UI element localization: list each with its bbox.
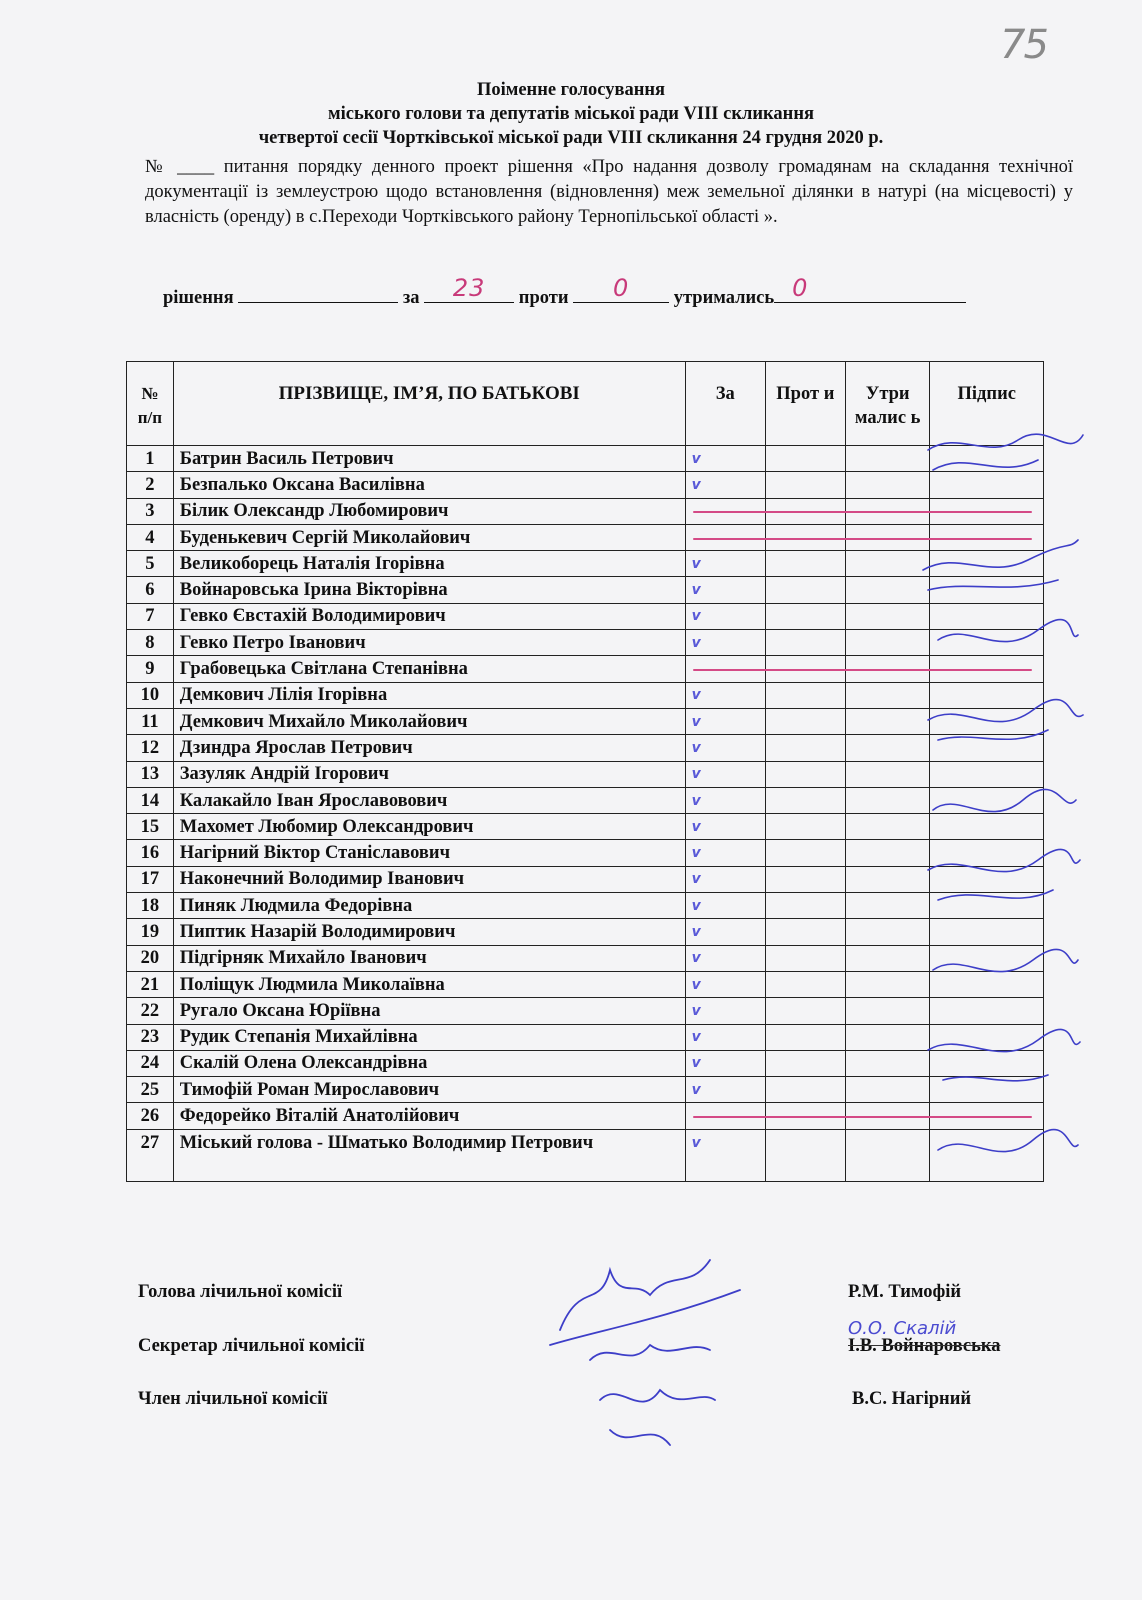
signature-cell [930,919,1044,945]
vote-abstain-cell [845,840,930,866]
page-number-handwritten: 75 [1000,22,1047,68]
signature-cell [930,682,1044,708]
row-number: 21 [127,971,174,997]
vote-abstain-cell [845,735,930,761]
vote-abstain-cell [845,472,930,498]
absent-strike-line [693,511,1031,513]
vote-for-mark: v [685,893,765,919]
deputy-name: Ругало Оксана Юріївна [173,998,685,1024]
abstain-label: утримались [673,288,775,308]
deputy-name: Міський голова - Шматько Володимир Петрович [173,1129,685,1181]
deputy-name: Наконечний Володимир Іванович [173,866,685,892]
vote-for-mark: v [685,971,765,997]
table-row [127,945,1044,971]
deputy-name: Грабовецька Світлана Степанівна [173,656,685,682]
signature-cell [930,840,1044,866]
vote-for-mark: v [685,1050,765,1076]
deputy-name: Зазуляк Андрій Ігорович [173,761,685,787]
header-signature: Підпис [930,362,1044,446]
vote-abstain-cell [845,787,930,813]
vote-against-cell [765,761,845,787]
vote-abstain-cell [845,971,930,997]
vote-abstain-cell [845,814,930,840]
deputy-name: Білик Олександр Любомирович [173,498,685,524]
vote-for-mark: v [685,682,765,708]
against-label: проти [518,288,569,308]
signature-cell [930,577,1044,603]
signature-cell [930,735,1044,761]
signature-cell [930,1024,1044,1050]
table-row [127,814,1044,840]
row-number: 13 [127,761,174,787]
deputy-name: Рудик Степанія Михайлівна [173,1024,685,1050]
deputy-name: Великоборець Наталія Ігорівна [173,551,685,577]
deputy-name: Демкович Михайло Миколайович [173,708,685,734]
vote-for-mark: v [685,998,765,1024]
chair-role: Голова лічильної комісії [138,1282,343,1302]
header-against: Прот и [765,362,845,446]
vote-against-cell [765,551,845,577]
member-signature-scribble [600,1390,715,1445]
commission-signatures [540,1250,780,1490]
deputy-name: Батрин Василь Петрович [173,446,685,472]
vote-for-mark: v [685,630,765,656]
secretary-signature-scribble [590,1345,710,1360]
table-header-row [127,362,1044,446]
vote-abstain-cell [845,551,930,577]
signature-cell [930,472,1044,498]
vote-for-mark: v [685,472,765,498]
deputy-name: Скалій Олена Олександрівна [173,1050,685,1076]
deputy-name: Буденькевич Сергій Миколайович [173,524,685,550]
row-number: 18 [127,893,174,919]
deputy-name: Підгірняк Михайло Іванович [173,945,685,971]
vote-for-mark: v [685,814,765,840]
vote-for-mark: v [685,577,765,603]
row-number: 19 [127,919,174,945]
document-header [0,78,1142,150]
signature-cell [930,551,1044,577]
agenda-item-text: № ____ питання порядку денного проект рішення «Про надання дозволу громадянам на складання технічної документації із землеустрою щодо встановлення (відновлення) меж земельної ділянки в натурі (на місцевості) у власність (оренду) в с.Переходи Чортківського району Тернопільської області ». [145,157,1073,227]
vote-for-mark: v [685,446,765,472]
vote-for-mark: v [685,735,765,761]
vote-against-cell [765,630,845,656]
vote-against-cell [765,945,845,971]
for-count-field [424,274,514,303]
header-abstain: Утри малис ь [845,362,930,446]
signature-cell [930,708,1044,734]
vote-abstain-cell [845,1129,930,1181]
row-number: 3 [127,498,174,524]
deputy-name: Дзиндра Ярослав Петрович [173,735,685,761]
deputy-name: Гевко Петро Іванович [173,630,685,656]
signature-cell [930,1077,1044,1103]
vote-for-mark: v [685,840,765,866]
vote-against-cell [765,1050,845,1076]
signature-cell [930,761,1044,787]
table-row [127,446,1044,472]
vote-for-mark: v [685,1077,765,1103]
vote-against-cell [765,840,845,866]
table-row [127,761,1044,787]
secretary-role: Секретар лічильної комісії [138,1336,365,1356]
signature-cell [930,630,1044,656]
row-number: 5 [127,551,174,577]
row-number: 24 [127,1050,174,1076]
vote-for-mark: v [685,787,765,813]
vote-abstain-cell [845,708,930,734]
vote-for-mark: v [685,603,765,629]
row-number: 4 [127,524,174,550]
vote-abstain-cell [845,1050,930,1076]
absent-strike-line [693,538,1031,540]
row-number: 8 [127,630,174,656]
vote-abstain-cell [845,603,930,629]
vote-abstain-cell [845,1077,930,1103]
vote-for-mark: v [685,1024,765,1050]
abstain-count-value: 0 [792,274,809,302]
row-number: 26 [127,1103,174,1129]
table-row [127,1077,1044,1103]
vote-against-cell [765,893,845,919]
row-number: 23 [127,1024,174,1050]
table-row [127,998,1044,1024]
secretary-replacement-handwritten: О.О. Скалій [848,1318,957,1339]
signature-cell [930,603,1044,629]
vote-for-mark: v [685,708,765,734]
vote-against-cell [765,603,845,629]
table-row [127,551,1044,577]
vote-abstain-cell [845,893,930,919]
vote-against-cell [765,787,845,813]
against-count-value: 0 [612,274,630,302]
deputy-name: Войнаровська Ірина Вікторівна [173,577,685,603]
vote-against-cell [765,1024,845,1050]
chair-name: Р.М. Тимофій [848,1282,962,1302]
row-number: 9 [127,656,174,682]
deputy-name: Федорейко Віталій Анатолійович [173,1103,685,1129]
vote-for-mark: v [685,945,765,971]
header-session: четвертої сесії Чортківської міської ради VIII скликання 24 грудня 2020 р. [258,128,884,148]
for-label: за [402,288,420,308]
row-number: 20 [127,945,174,971]
row-number: 11 [127,708,174,734]
header-subtitle: міського голови та депутатів міської ради VIII скликання [328,104,814,124]
member-role: Член лічильної комісії [138,1389,328,1409]
deputy-name: Тимофій Роман Мирославович [173,1077,685,1103]
table-row [127,603,1044,629]
table-row [127,735,1044,761]
signature-cell [930,971,1044,997]
row-number: 14 [127,787,174,813]
table-row [127,919,1044,945]
vote-abstain-cell [845,761,930,787]
vote-against-cell [765,446,845,472]
deputy-name: Безпалько Оксана Василівна [173,472,685,498]
deputy-name: Пиптик Назарій Володимирович [173,919,685,945]
table-row [127,866,1044,892]
signature-cell [930,446,1044,472]
table-row [127,577,1044,603]
header-number: № п/п [127,362,174,446]
table-row [127,1129,1044,1181]
vote-for-mark: v [685,1129,765,1181]
table-row [127,682,1044,708]
row-number: 15 [127,814,174,840]
row-number: 12 [127,735,174,761]
vote-abstain-cell [845,866,930,892]
row-number: 1 [127,446,174,472]
vote-against-cell [765,919,845,945]
row-number: 6 [127,577,174,603]
deputy-name: Нагірний Віктор Станіславович [173,840,685,866]
table-row [127,630,1044,656]
table-row [127,971,1044,997]
vote-for-mark: v [685,551,765,577]
row-number: 17 [127,866,174,892]
vote-against-cell [765,866,845,892]
decision-label: рішення [163,288,234,308]
vote-against-cell [765,735,845,761]
vote-abstain-cell [845,446,930,472]
signature-cell [930,787,1044,813]
decision-blank [238,284,398,303]
vote-abstain-cell [845,630,930,656]
signature-cell [930,866,1044,892]
header-name: ПРІЗВИЩЕ, ІМ’Я, ПО БАТЬКОВІ [173,362,685,446]
row-number: 16 [127,840,174,866]
vote-for-mark: v [685,866,765,892]
chair-signature-scribble [550,1260,740,1345]
row-number: 25 [127,1077,174,1103]
row-number: 2 [127,472,174,498]
table-row [127,1050,1044,1076]
vote-against-cell [765,1129,845,1181]
decision-summary [163,274,1063,309]
vote-against-cell [765,708,845,734]
deputy-name: Махомет Любомир Олександрович [173,814,685,840]
signature-cell [930,1050,1044,1076]
signature-cell [930,1129,1044,1181]
vote-for-mark: v [685,919,765,945]
secretary-name: І.В. Войнаровська [848,1336,1001,1356]
deputy-name: Калакайло Іван Ярославовович [173,787,685,813]
table-row [127,893,1044,919]
table-row [127,787,1044,813]
signature-cell [930,998,1044,1024]
row-number: 27 [127,1129,174,1181]
vote-against-cell [765,472,845,498]
header-for: За [685,362,765,446]
abstain-count-field [774,274,966,303]
deputy-name: Гевко Євстахій Володимирович [173,603,685,629]
vote-abstain-cell [845,945,930,971]
vote-against-cell [765,682,845,708]
vote-abstain-cell [845,682,930,708]
absent-strike-line [693,1116,1031,1118]
signature-cell [930,814,1044,840]
vote-for-mark: v [685,761,765,787]
deputy-name: Пиняк Людмила Федорівна [173,893,685,919]
row-number: 7 [127,603,174,629]
absent-strike-line [693,669,1031,671]
row-number: 10 [127,682,174,708]
table-row [127,472,1044,498]
vote-against-cell [765,998,845,1024]
deputy-name: Демкович Лілія Ігорівна [173,682,685,708]
header-title: Поіменне голосування [476,80,666,100]
member-name: В.С. Нагірний [852,1389,972,1409]
signature-cell [930,893,1044,919]
table-row [127,840,1044,866]
row-number: 22 [127,998,174,1024]
vote-against-cell [765,577,845,603]
deputy-name: Поліщук Людмила Миколаївна [173,971,685,997]
vote-against-cell [765,971,845,997]
vote-abstain-cell [845,577,930,603]
table-row [127,708,1044,734]
vote-against-cell [765,1077,845,1103]
vote-abstain-cell [845,1024,930,1050]
vote-abstain-cell [845,998,930,1024]
vote-abstain-cell [845,919,930,945]
vote-against-cell [765,814,845,840]
signature-cell [930,945,1044,971]
against-count-field [573,274,669,303]
for-count-value: 23 [452,274,486,302]
table-row [127,1024,1044,1050]
roll-call-table [126,361,1044,1182]
